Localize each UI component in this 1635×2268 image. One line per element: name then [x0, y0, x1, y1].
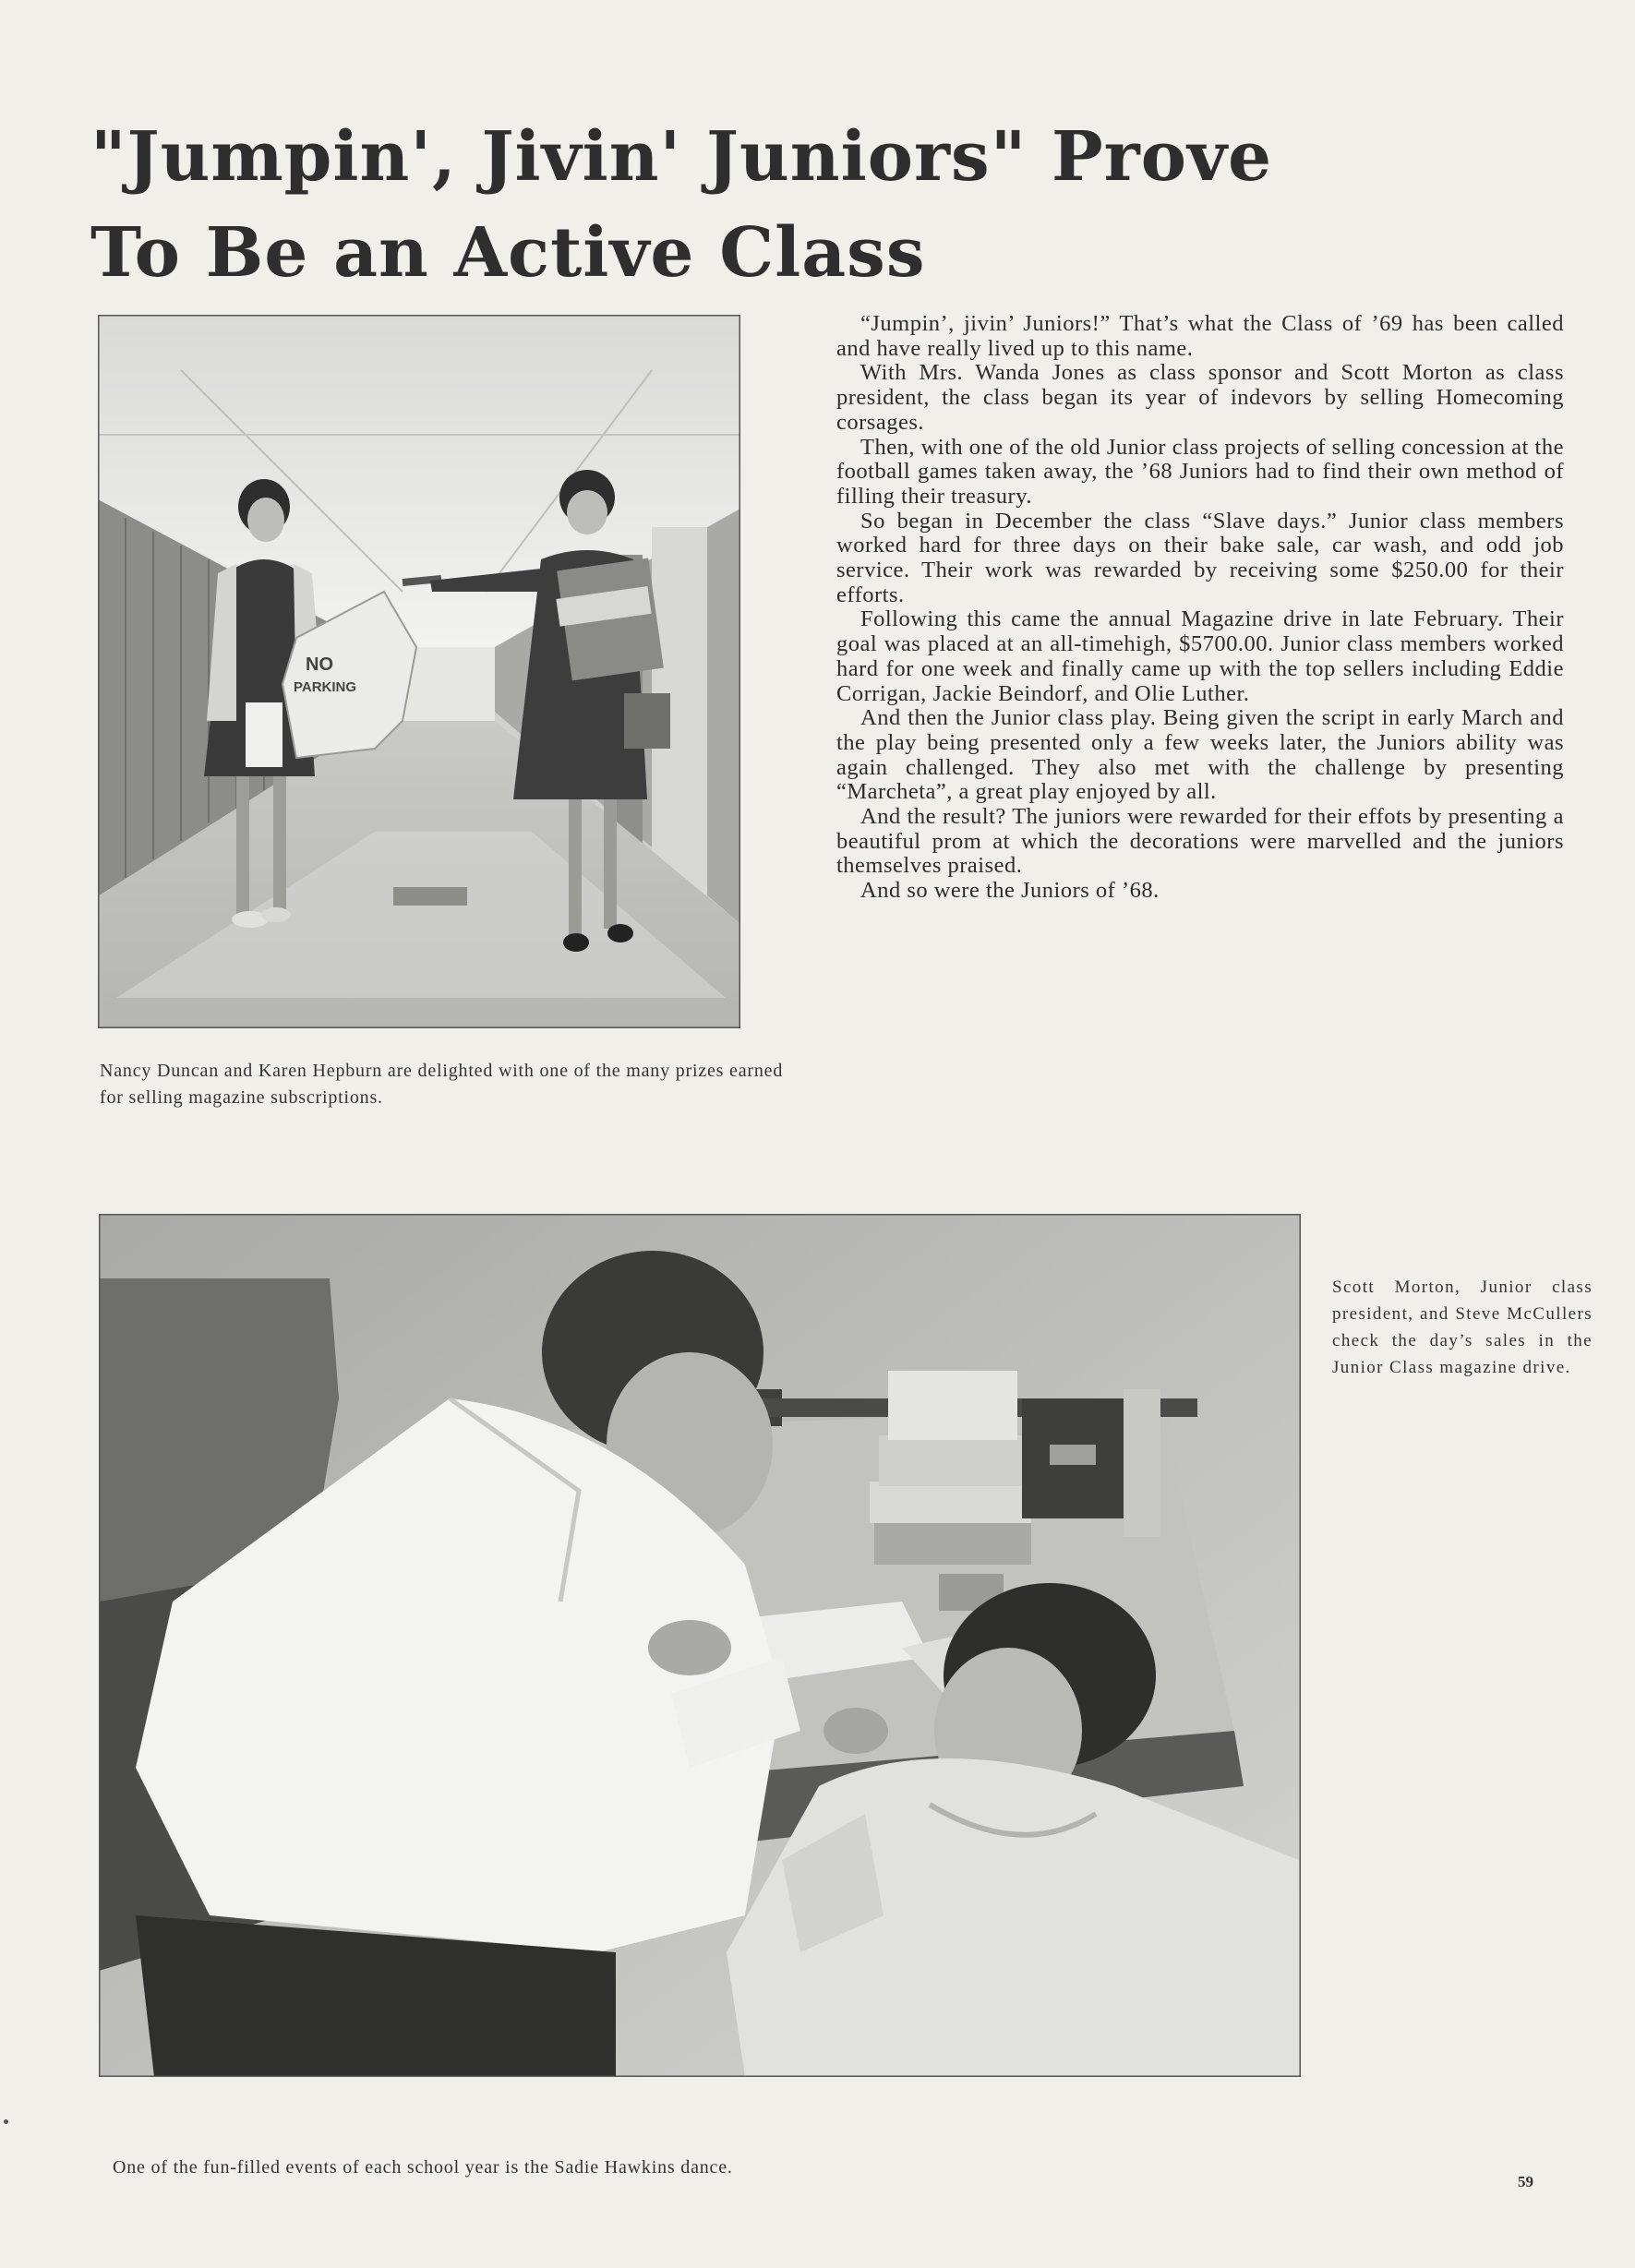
bag-sign-line-2: PARKING [294, 679, 357, 695]
article-paragraph: Then, with one of the old Junior class projects of selling concession at the football games taken away, the ’68 Juniors had to find their own method of filling their treasury. [836, 434, 1564, 509]
bag-sign-line-1: NO [306, 654, 333, 675]
desk-photo [99, 1214, 1301, 2077]
headline-line-2: To Be an Active Class [90, 213, 926, 293]
hallway-photo-image [98, 315, 740, 1028]
hallway-photo-caption: Nancy Duncan and Karen Hepburn are delighted with one of the many prizes earned for selling magazine subscriptions. [100, 1061, 784, 1108]
desk-photo-image [99, 1214, 1301, 2077]
page-headline [90, 109, 1531, 301]
article-paragraph: So began in December the class “Slave days.” Junior class members worked hard for three days on their bake sale, car wash, and odd job service. Their work was rewarded by receiving some $250.00 for their efforts. [836, 508, 1564, 607]
article-paragraph: And then the Junior class play. Being given the script in early March and the play being presented only a few weeks later, the Juniors ability was again challenged. They also met with the challenge by presenting “Marcheta”, a great play enjoyed by all. [836, 705, 1564, 805]
article-body [836, 312, 1564, 904]
article-paragraph: And so were the Juniors of ’68. [860, 878, 1160, 904]
article-paragraph: “Jumpin’, jivin’ Juniors!” That’s what the Class of ’69 has been called and have really lived up to this name. [836, 311, 1564, 361]
page-number: 59 [1518, 2173, 1533, 2190]
headline-line-1: "Jumpin', Jivin' Juniors" Prove [90, 117, 1273, 197]
margin-mark [4, 2119, 8, 2124]
desk-photo-side-caption: Scott Morton, Junior class president, and Steve McCullers check the day’s sales in the Junior Class magazine drive. [1332, 1278, 1593, 1377]
article-paragraph: With Mrs. Wanda Jones as class sponsor and Scott Morton as class president, the class began its year of indevors by selling Homecoming corsages. [836, 360, 1564, 435]
article-paragraph: And the result? The juniors were rewarded for their effots by presenting a beautiful prom at which the decorations were marvelled and the juniors themselves praised. [836, 804, 1564, 879]
desk-photo-bottom-caption: One of the fun-filled events of each school year is the Sadie Hawkins dance. [113, 2157, 733, 2178]
article-paragraph: Following this came the annual Magazine drive in late February. Their goal was placed at an all-timehigh, $5700.00. Junior class members worked hard for one week and finally came up with the top sellers including Eddie Corrigan, Jackie Beindorf, and Olie Luther. [836, 606, 1564, 706]
hallway-photo [98, 315, 740, 1028]
